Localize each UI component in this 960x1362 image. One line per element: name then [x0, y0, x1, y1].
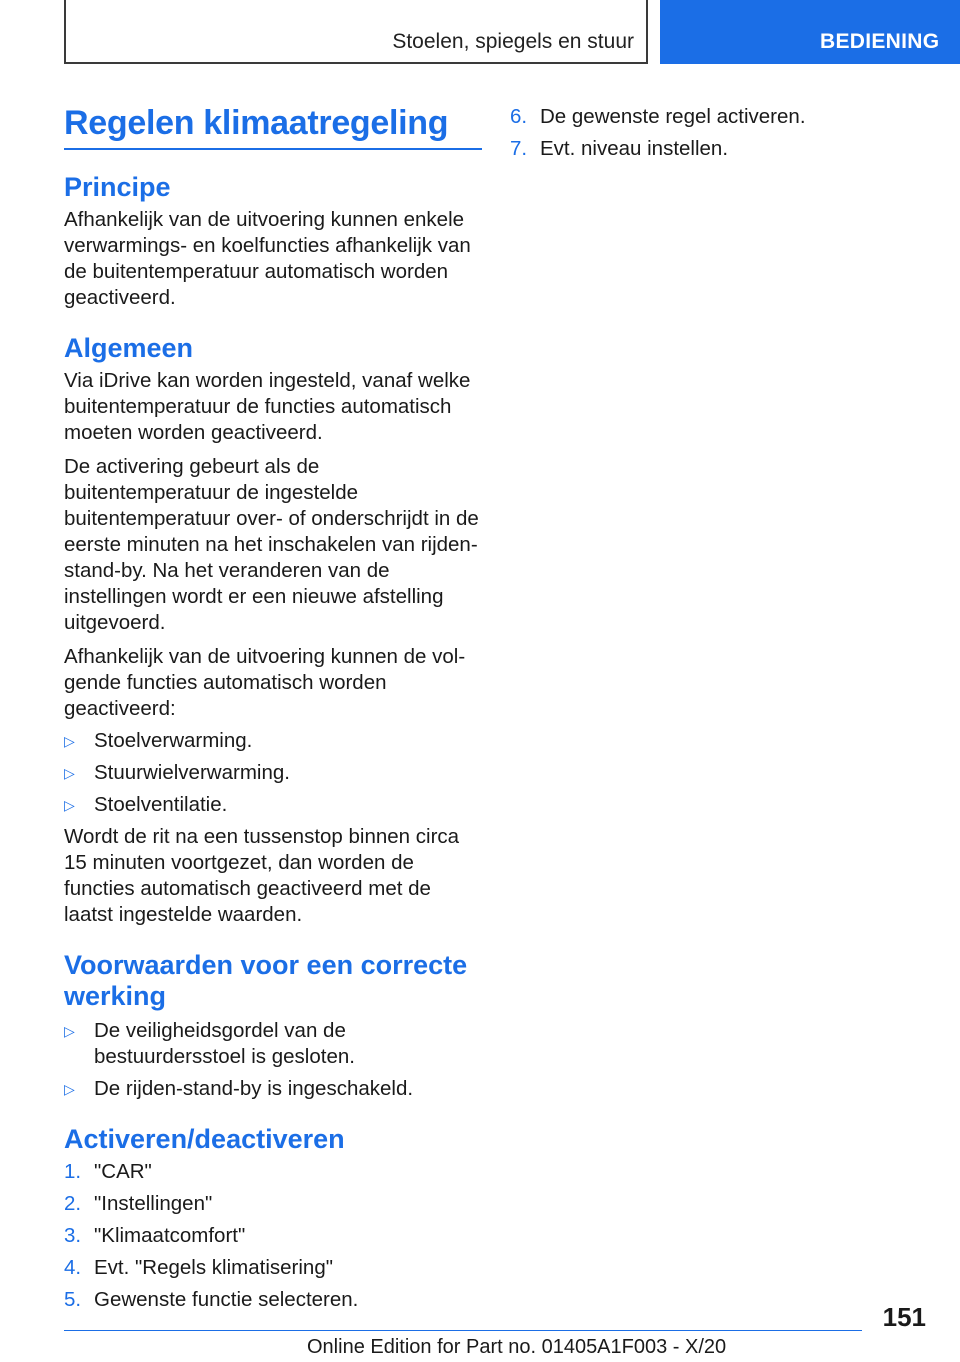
footer-edition-text: Online Edition for Part no. 01405A1F003 - X/20 [307, 1336, 727, 1358]
list-item: ▷ Stoelventilatie. [64, 793, 228, 816]
heading-voorwaarden: Voorwaarden voor een correcte werking [64, 950, 468, 1011]
algemeen-paragraph-4: Wordt de rit na een tussenstop binnen circa 15 minuten voortgezet, dan worden de functies automatisch geactiveerd met de laatst ingestelde waarden. [64, 825, 460, 926]
list-item: 5. Gewenste functie selecteren. [64, 1288, 359, 1311]
header-chapter-label: BEDIENING [820, 30, 940, 53]
algemeen-paragraph-2: De activering gebeurt als de buitentemperatuur de ingestelde buitentemperatuur over- of onderschrijdt in de eerste minuten na het inschakelen van rijden-stand-by. Na het veranderen van de instellingen wordt er een nieuwe afstelling uitgevoerd. [64, 455, 479, 634]
header-section-title: Stoelen, spiegels en stuur [392, 30, 634, 53]
algemeen-paragraph-3: Afhankelijk van de uitvoering kunnen de volgende functies automatisch worden geactiveerd: [64, 645, 466, 720]
triangle-right-icon: ▷ [64, 765, 75, 781]
triangle-right-icon: ▷ [64, 797, 75, 813]
list-item: 4. Evt. "Regels klimatisering" [64, 1256, 333, 1279]
list-item: 3. "Klimaatcomfort" [64, 1224, 246, 1247]
continued-step-list [510, 104, 930, 162]
page-number: 151 [882, 1302, 926, 1332]
triangle-right-icon: ▷ [64, 733, 75, 749]
left-column [64, 100, 482, 1319]
list-item: 1. "CAR" [64, 1160, 152, 1183]
header-section-box [64, 0, 648, 64]
principe-text: Afhankelijk van de uitvoering kunnen enkele verwarmings- en koelfuncties afhankelijk van de buitentemperatuur automatisch worden geactiveerd. [64, 208, 471, 309]
title-divider [64, 148, 482, 150]
list-item: ▷ Stoelverwarming. [64, 729, 253, 752]
algemeen-paragraph-1: Via iDrive kan worden ingesteld, vanaf welke buitentemperatuur de functies automatisch moeten worden geactiveerd. [64, 369, 471, 444]
heading-principe: Principe [64, 172, 171, 202]
list-item: 7. Evt. niveau instellen. [510, 137, 729, 160]
heading-algemeen: Algemeen [64, 333, 194, 363]
list-item: ▷ De rijden-stand-by is ingeschakeld. [64, 1077, 414, 1100]
footer-divider [64, 1330, 862, 1331]
algemeen-bullet-list [64, 728, 482, 818]
list-item: 2. "Instellingen" [64, 1192, 213, 1215]
right-column [510, 100, 930, 168]
voorwaarden-bullet-list [64, 1018, 482, 1102]
list-item: 6. De gewenste regel activeren. [510, 105, 806, 128]
triangle-right-icon: ▷ [64, 1023, 75, 1039]
list-item: ▷ Stuurwielverwarming. [64, 761, 290, 784]
header-chapter-tab[interactable] [660, 0, 960, 64]
heading-activeren: Activeren/deactiveren [64, 1124, 345, 1154]
page-title: Regelen klimaatregeling [64, 104, 449, 142]
triangle-right-icon: ▷ [64, 1081, 75, 1097]
list-item: ▷ De veiligheidsgordel van de bestuurdersstoel is gesloten. [64, 1019, 355, 1068]
activeren-step-list [64, 1159, 482, 1313]
